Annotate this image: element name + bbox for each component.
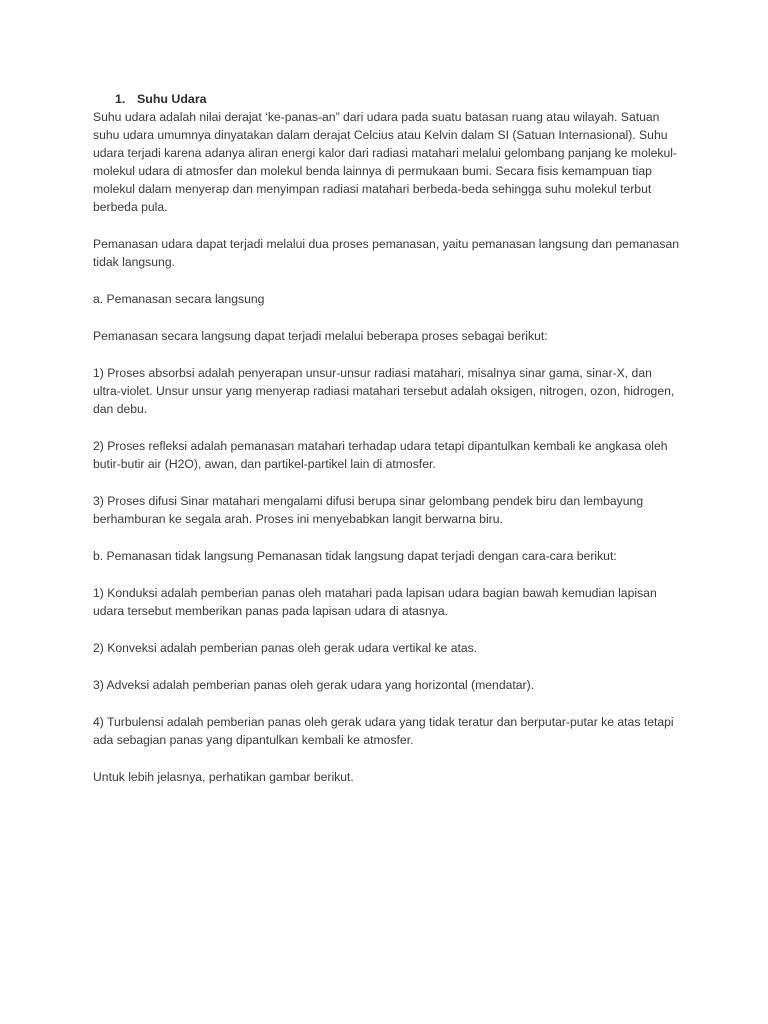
subheading-direct-heating: a. Pemanasan secara langsung [93,292,265,306]
list-item-conduction: 1) Konduksi adalah pemberian panas oleh matahari pada lapisan udara bagian bawah kemudian lapisan udara tersebut memberikan panas pada lapisan udara di atasnya. [93,586,657,618]
list-item-turbulence: 4) Turbulensi adalah pemberian panas oleh gerak udara yang tidak teratur dan berputar-putar ke atas tetapi ada sebagian panas yang dipantulkan kembali ke atmosfer. [93,715,674,747]
list-item-diffusion: 3) Proses difusi Sinar matahari mengalami difusi berupa sinar gelombang pendek biru dan lembayung berhamburan ke segala arah. Proses ini menyebabkan langit berwarna biru. [93,494,644,526]
section-title: Suhu Udara [137,92,207,106]
section-heading [93,90,683,108]
list-item-advection: 3) Adveksi adalah pemberian panas oleh gerak udara yang horizontal (mendatar). [93,678,535,692]
document-body [93,90,683,786]
section-number: 1. [115,92,126,106]
paragraph-direct-intro: Pemanasan secara langsung dapat terjadi melalui beberapa proses sebagai berikut: [93,329,548,343]
paragraph-definition: Suhu udara adalah nilai derajat ‘ke-panas-an” dari udara pada suatu batasan ruang atau wilayah. Satuan suhu udara umumnya dinyatakan dalam derajat Celcius atau Kelvin dalam SI (Satuan Internasional). Suhu udara terjadi karena adanya aliran energi kalor dari radiasi matahari melalui gelombang panjang ke molekul-molekul udara di atmosfer dan molekul benda lainnya di permukaan bumi. Secara fisis kemampuan tiap molekul dalam menyerap dan menyimpan radiasi matahari berbeda-beda sehingga suhu molekul terbut berbeda pula. [93,110,677,214]
paragraph-heating-intro: Pemanasan udara dapat terjadi melalui dua proses pemanasan, yaitu pemanasan langsung dan pemanasan tidak langsung. [93,237,680,269]
list-item-reflection: 2) Proses refleksi adalah pemanasan matahari terhadap udara tetapi dipantulkan kembali ke angkasa oleh butir-butir air (H2O), awan, dan partikel-partikel lain di atmosfer. [93,439,668,471]
subheading-indirect-heating: b. Pemanasan tidak langsung Pemanasan tidak langsung dapat terjadi dengan cara-cara berikut: [93,549,617,563]
paragraph-see-figure: Untuk lebih jelasnya, perhatikan gambar berikut. [93,770,354,784]
list-item-absorption: 1) Proses absorbsi adalah penyerapan unsur-unsur radiasi matahari, misalnya sinar gama, sinar-X, dan ultra-violet. Unsur unsur yang menyerap radiasi matahari tersebut adalah oksigen, nitrogen, ozon, hidrogen, dan debu. [93,366,675,416]
list-item-convection: 2) Konveksi adalah pemberian panas oleh gerak udara vertikal ke atas. [93,641,478,655]
